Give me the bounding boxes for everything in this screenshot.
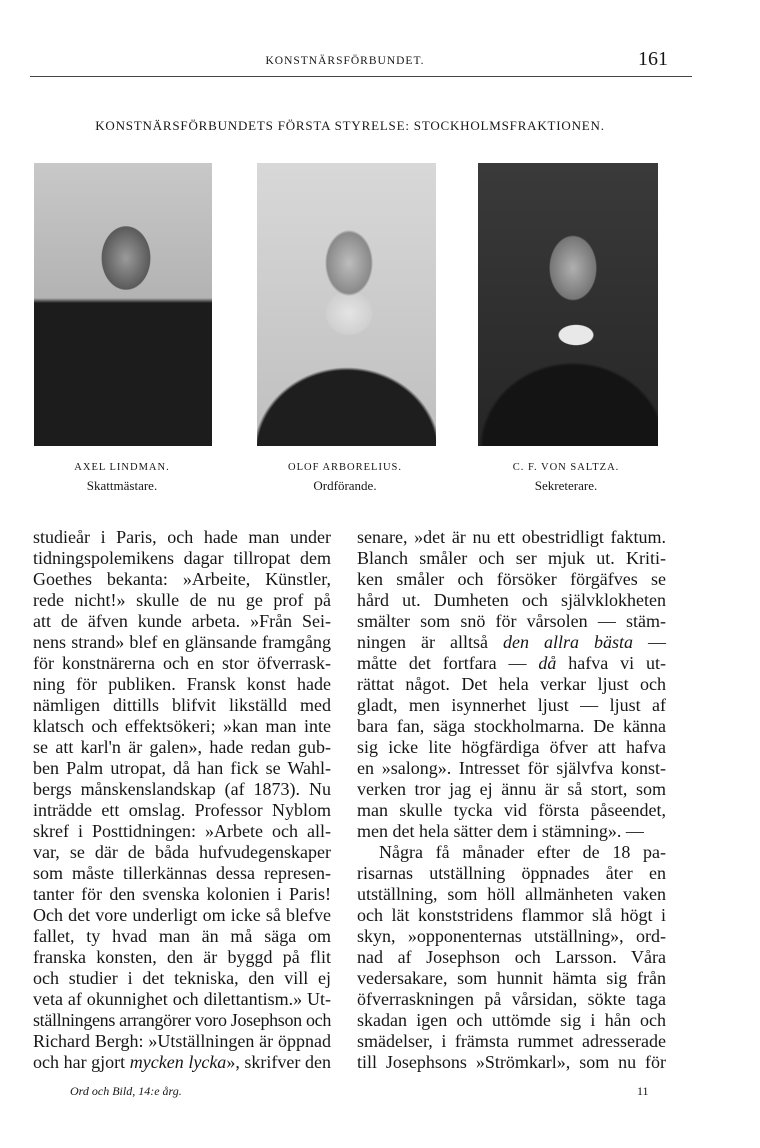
text-line (357, 716, 666, 737)
text-line (33, 800, 331, 821)
text-line (33, 968, 331, 989)
text-segment: skref i Posttidningen: »Arbete och all- (33, 821, 331, 841)
portrait-role: Ordförande. (313, 478, 377, 493)
text-segment: skadan igen och uttömde sig i hån och (357, 1010, 666, 1030)
text-line (357, 737, 666, 758)
text-line (357, 926, 666, 947)
text-line (33, 989, 331, 1010)
text-segment: Några få månader efter de 18 pa- (379, 842, 666, 862)
plate-title: KONSTNÄRSFÖRBUNDETS FÖRSTA STYRELSE: STOCKHOLMSFRAKTIONEN. (95, 118, 605, 133)
text-line (357, 632, 666, 653)
text-line (357, 569, 666, 590)
text-line (357, 590, 666, 611)
text-line (33, 527, 331, 548)
text-segment: Och det vore underligt om icke så blefve (33, 905, 331, 925)
text-line (357, 884, 666, 905)
text-segment: studieår i Paris, och hade man under (33, 527, 331, 547)
text-segment: ningen är alltså (357, 632, 503, 652)
text-segment: att de äfven kunde arbeta. »Från Sei- (33, 611, 331, 631)
text-segment: veta af okunnighet och dilettantism.» Ut- (33, 989, 331, 1009)
text-segment: hafva vi ut- (556, 653, 667, 673)
text-segment: franska konsten, den är byggd på flit (33, 947, 331, 967)
right-text-column (357, 527, 666, 1073)
text-segment: måtte det fortfara — (357, 653, 539, 673)
text-segment: en »salong». Intresset för självfva konst- (357, 758, 666, 778)
portrait-name: C. F. VON SALTZA. (512, 462, 620, 473)
portrait-axel-lindman (34, 163, 212, 446)
portrait-olof-arborelius (257, 163, 436, 446)
italic-text: den allra bästa (502, 632, 633, 652)
text-line (33, 758, 331, 779)
text-segment: som måste tillerkännas dessa represen- (33, 863, 331, 883)
text-line (33, 716, 331, 737)
text-segment: men det hela sätter dem i stämning». — (357, 821, 644, 841)
text-line (357, 821, 666, 842)
text-line (357, 989, 666, 1010)
text-segment: för konstnärerna och en stor öfverrask- (33, 653, 331, 673)
text-line (33, 569, 331, 590)
text-segment: Richard Bergh: »Utställningen är öppnad (33, 1031, 331, 1051)
text-segment: öfverraskningen på vårsidan, sökte taga (357, 989, 666, 1009)
text-segment: rättat något. Det hela verkar ljust och (357, 674, 666, 694)
text-segment: fallet, ty hvad man än må säga om (33, 926, 331, 946)
text-line (357, 800, 666, 821)
text-segment: var, se där de båda hufvudegenskaper (33, 842, 331, 862)
text-segment: sig icke lite högfärdiga öfver att hafva (357, 737, 666, 757)
text-line (33, 1010, 331, 1031)
text-line (357, 1031, 666, 1052)
text-segment: och lät konststridens flammor slå högt i (357, 905, 666, 925)
text-segment: », skrifver den (226, 1052, 331, 1072)
text-segment: ken småler och försöker förgäfves se (357, 569, 666, 589)
text-segment: — (632, 632, 666, 652)
text-segment: och har gjort (33, 1052, 130, 1072)
text-segment: risarnas utställning öppnades åter en (357, 863, 666, 883)
text-segment: nämligen dittills blifvit likställd med (33, 695, 331, 715)
text-segment: Blanch småler och ser mjuk ut. Kriti- (357, 548, 666, 568)
text-segment: skyn, »opponenternas utställning», ord- (357, 926, 666, 946)
text-line (33, 674, 331, 695)
text-line (33, 863, 331, 884)
text-line (33, 548, 331, 569)
text-line (33, 695, 331, 716)
text-line (33, 611, 331, 632)
text-line (33, 821, 331, 842)
text-segment: smädelser, i främsta rummet adresserade (357, 1031, 666, 1051)
text-line (33, 884, 331, 905)
text-line (357, 779, 666, 800)
text-line (357, 758, 666, 779)
text-line (357, 1052, 666, 1073)
header-rule (30, 76, 692, 77)
text-segment: till Josephsons »Strömkarl», som nu för (357, 1052, 666, 1072)
portrait-name: OLOF ARBORELIUS. (287, 462, 402, 473)
running-header: KONSTNÄRSFÖRBUNDET. (265, 55, 425, 67)
text-line (357, 653, 666, 674)
left-text-column (33, 527, 331, 1073)
text-segment: hård ut. Dumheten och självklokheten (357, 590, 666, 610)
text-segment: Goethes bekanta: »Arbeite, Künstler, (33, 569, 331, 589)
text-segment: smälter som snö för vårsolen — stäm- (357, 611, 666, 631)
caption-c-f-von-saltza (456, 462, 676, 494)
text-line (33, 590, 331, 611)
text-segment: man skulle tycka vid första påseendet, (357, 800, 666, 820)
text-segment: utställning, som höll allmänheten vaken (357, 884, 666, 904)
text-segment: nens strand» blef en glänsande framgång (33, 632, 331, 652)
text-segment: rede nicht!» skulle de nu ge prof på (33, 590, 331, 610)
text-line (357, 968, 666, 989)
text-line (357, 863, 666, 884)
text-line (357, 674, 666, 695)
text-segment: klatsch och effektsökeri; »kan man inte (33, 716, 331, 736)
text-line (33, 947, 331, 968)
caption-olof-arborelius (235, 462, 455, 494)
portrait-name: AXEL LINDMAN. (74, 462, 170, 473)
text-segment: inträdde ett omslag. Professor Nyblom (33, 800, 331, 820)
italic-text: mycken lycka (129, 1052, 227, 1072)
text-segment: vedersakare, som hunnit hämta sig från (357, 968, 666, 988)
text-line (33, 632, 331, 653)
text-segment: gladt, men isynnerhet ljust — ljust af (357, 695, 666, 715)
text-line (33, 653, 331, 674)
portrait-role: Sekreterare. (534, 478, 598, 493)
text-segment: ben Palm utropat, då han fick se Wahl- (33, 758, 331, 778)
italic-text: då (538, 653, 557, 673)
text-line (357, 842, 666, 863)
text-segment: verken tror jag ej ännu är så stort, som (357, 779, 666, 799)
text-line (357, 611, 666, 632)
text-line (33, 842, 331, 863)
text-line (357, 527, 666, 548)
text-line (33, 905, 331, 926)
portrait-c-f-von-saltza (478, 163, 658, 446)
text-line (357, 548, 666, 569)
text-line (33, 1052, 331, 1073)
text-segment: bara fan, säga stockholmarna. De känna (357, 716, 666, 736)
text-line (357, 905, 666, 926)
text-line (33, 926, 331, 947)
portrait-role: Skattmästare. (86, 478, 158, 493)
text-segment: senare, »det är nu ett obestridligt faktum. (357, 527, 666, 547)
page-number: 161 (638, 48, 668, 70)
text-line (33, 1031, 331, 1052)
text-segment: bergs månskenslandskap (af 1873). Nu (33, 779, 331, 799)
text-segment: tanter för den svenska kolonien i Paris! (33, 884, 331, 904)
text-segment: nad af Josephson och Larsson. Våra (357, 947, 666, 967)
text-segment: och studier i det tekniska, den vill ej (33, 968, 331, 988)
text-line (357, 1010, 666, 1031)
text-line (33, 779, 331, 800)
footer-source: Ord och Bild, 14:e årg. (70, 1084, 182, 1098)
text-segment: tidningspolemikens dagar tillropat dem (33, 548, 331, 568)
signature-mark: 11 (637, 1084, 649, 1098)
text-line (33, 737, 331, 758)
text-line (357, 695, 666, 716)
text-segment: se att karl'n är galen», hade redan gub- (33, 737, 331, 757)
text-line (357, 947, 666, 968)
caption-axel-lindman (12, 462, 232, 494)
text-segment: ställningens arrangörer voro Josephson och (33, 1010, 331, 1030)
text-segment: ning för publiken. Fransk konst hade (33, 674, 331, 694)
